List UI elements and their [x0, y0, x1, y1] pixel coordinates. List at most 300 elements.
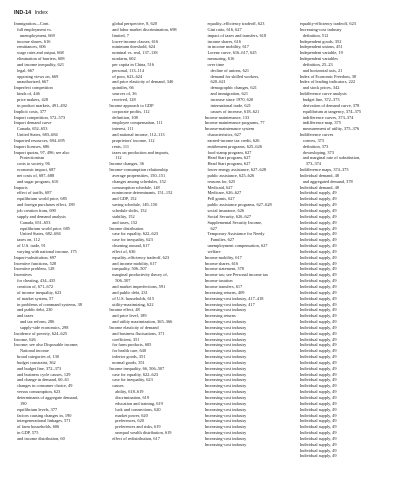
index-subentry: and income mobility, 617 [112, 260, 157, 266]
index-subentry: effect of redistribution, 617 [112, 435, 160, 441]
index-subentry: definition, 108 [112, 114, 138, 120]
index-subentry: received, 128 [112, 96, 136, 102]
index-entry: equality-efficiency tradeoff, 623 [299, 21, 356, 26]
index-subentry: income shares, 616 [17, 38, 51, 44]
index-subentry: effect of, 636 [112, 248, 136, 254]
index-entry: Income maintenance programs, 77 [204, 120, 265, 126]
index-subentry: Medicare, 626–627 [207, 190, 242, 196]
index-entry: Individual supply, 49 [299, 377, 337, 383]
index-subentry: stability, 152 [112, 213, 135, 219]
index-subentry: indifference map, 375 [302, 120, 341, 126]
index-subentry: and aggregated demand, 378 [302, 178, 353, 184]
index-subentry: indifference curves, 373–374 [302, 114, 354, 120]
index-subentry: demand for skilled workers, [210, 73, 260, 79]
index-entry: Import competition, 572–573 [14, 114, 66, 120]
index-subentry: demographic changes, 621 [210, 85, 257, 91]
index-entry: Individual supply, 49 [299, 295, 337, 301]
index-subentry: average propensities, 150–151 [112, 172, 166, 178]
index-subentry: Temporary Assistance for Needy [207, 231, 265, 237]
index-entry: Increasing-cost industry [204, 406, 247, 412]
index-entry: Income distribution [109, 225, 144, 231]
index-subentry: over time [207, 61, 225, 67]
index-subentry: definition, 25–23 [302, 61, 333, 67]
index-subentry: and marginal rate of substitution, [302, 155, 361, 161]
index-subentry: unemployment compensation, 627 [207, 243, 268, 249]
index-entry: Income mobility, 617 [204, 254, 242, 260]
index-entry: Increasing-cost industry, 417–418 [204, 295, 264, 301]
index-subentry: global perspective, 8, 620 [112, 21, 158, 26]
index-entry: Indifference curve analysis [299, 91, 347, 97]
index-entry: Imperfect competition [14, 85, 53, 91]
index-subentry: for farm products, 605 [112, 342, 152, 348]
index-entry: Income inequality, 66, 506–507 [109, 365, 165, 371]
index-subentry: and market imperfections, 591 [112, 283, 166, 289]
index-subentry: saving schedule, 149–150 [112, 202, 158, 208]
index-subentry: decline of unions, 621 [210, 67, 250, 73]
index-subentry: social insurance, 626 [207, 208, 245, 213]
index-entry: Increasing-cost industry [204, 424, 247, 430]
index-subentry: for cheating, 434–435 [17, 278, 56, 284]
index-entry: Individual supply, 49 [299, 348, 337, 354]
index-subentry: United States, 682–684 [20, 231, 61, 237]
index-subentry: and GDP, 152 [112, 196, 137, 202]
index-entry: Increasing-cost industry [204, 365, 247, 371]
index-subentry: creation of, 671–672 [17, 283, 54, 289]
index-subentry: downsloping, 373 [302, 149, 334, 155]
index-subentry: and change in demand, 60–61 [17, 377, 69, 383]
index-subentry: preferences, 620 [115, 418, 144, 424]
index-subentry: preferences and risks, 619 [115, 424, 161, 430]
index-entry: Individual supply, 49 [299, 219, 337, 225]
index-entry: Indifference maps, 374–375 [299, 167, 349, 173]
index-entry: Individual supply, 49 [299, 330, 337, 336]
index-subentry: reasons for, 625 [207, 178, 236, 184]
index-subentry: full employment vs. [17, 26, 52, 32]
index-subentry: lower-income classes, 616 [112, 38, 159, 44]
index-subentry: equality–efficiency tradeoff, 623 [112, 254, 170, 260]
index-subentry: supply and demand analysis [17, 213, 66, 219]
index-subentry: and taxes, 152 [112, 219, 138, 225]
index-entry: Increasing-cost industry [204, 342, 247, 348]
index-entry: Individual supply, 49 [299, 237, 337, 243]
index-entry: Implicit costs, 377 [14, 108, 47, 114]
index-entry: Increasing-cost industry [204, 319, 247, 325]
index-subentry: inferior goods, 351 [112, 354, 146, 360]
index-entry: Individual supply, 49 [299, 301, 337, 307]
index-subentry: equilibrium world price, 685 [17, 196, 67, 202]
index-entry: Independent variable, 19 [299, 50, 343, 56]
index-subentry: in product markets, 491–492 [17, 102, 67, 108]
index-subentry: increase since 1970, 620 [210, 96, 254, 102]
index-entry: Increasing-cost industry [204, 348, 247, 354]
index-subentry: causes of increase, 618–621 [210, 108, 260, 114]
index-subentry: market power, 620 [115, 412, 148, 418]
index-entry: Individual supply, 49 [299, 418, 337, 424]
index-subentry: Supplemental Security Income, [207, 219, 263, 225]
index-subentry: limited, 7 [112, 32, 129, 38]
index-entry: Increasing-cost industry [204, 383, 247, 389]
index-subentry: measuring, 616 [207, 56, 235, 62]
index-subentry: and income inequality, 621 [17, 61, 65, 67]
index-entry: Incentives [14, 272, 32, 278]
index-entry: Individual supply, 49 [299, 283, 337, 289]
index-column-2 [109, 21, 204, 473]
index-entry: Increasing-cost industry [204, 395, 247, 400]
index-entry: Import demand curve [14, 120, 52, 126]
index-subentry: food stamp program, 627 [207, 149, 252, 155]
index-subentry: public assistance, 625–626 [207, 172, 255, 178]
index-subentry: per capita in China, 516 [112, 61, 154, 67]
index-subentry: Lorenz curve, 616–617, 625 [207, 50, 257, 56]
index-subentry: and utility maximization, 365–366 [112, 319, 173, 325]
index-subentry: minimum threshold, 624 [112, 44, 156, 50]
index-subentry: Pell grants, 627 [207, 196, 235, 202]
index-entry: Increasing-cost industry [204, 435, 247, 441]
index-entry: Increasing-cost industry [204, 359, 247, 365]
index-subentry: and tax reform, 286 [20, 319, 55, 325]
index-columns [14, 21, 395, 473]
index-subentry: and public debt, 230 [17, 307, 53, 313]
index-subentry: in problems of command systems, 38 [17, 301, 82, 307]
index-subentry: international trade, 621 [210, 102, 251, 108]
index-subentry: lower energy assistance, 627–628 [207, 167, 267, 173]
index-entry: Individual supply, 49 [299, 336, 337, 342]
index-subentry: measurement of utility, 375–376 [302, 126, 360, 132]
index-entry: Income approach to GDP [109, 102, 154, 108]
index-subentry: derivation of demand curve, 378 [302, 102, 360, 108]
index-entry: Individual supply, 49 [299, 453, 337, 459]
index-entry: Income changes, 36 [109, 161, 144, 167]
index-subentry: legal, 667 [17, 67, 35, 73]
index-entry: Individual supply, 49 [299, 254, 337, 260]
index-subentry: in GDP, 575 [17, 430, 39, 436]
index-entry: Individual supply, 49 [299, 190, 337, 196]
index-subentry: proprietors' income, 112 [112, 137, 155, 143]
index-subentry: nominal vs. real, 137–138 [112, 50, 158, 56]
index-entry: Individual supply, 49 [299, 354, 337, 360]
index-subentry: changes among schedules, 152 [112, 178, 166, 184]
index-entry: Income; see also Disposable income; [14, 342, 79, 348]
index-subentry: taxes on production and imports, [112, 149, 170, 155]
index-subentry: changes in consumer choice, 49 [17, 383, 73, 389]
index-subentry: of income inequality, 623 [17, 289, 62, 295]
index-entry: Individual supply, 49 [299, 441, 337, 447]
index-subentry: churning around, 617 [112, 243, 150, 249]
index-entry: Incidence of poverty, 624–625 [14, 330, 68, 336]
index-subentry: unequal wealth distribution, 619 [115, 430, 172, 436]
index-subentry: Social Security, 626–627 [207, 213, 252, 219]
index-entry: Income transfers, 617 [204, 283, 243, 289]
index-entry: Individual supply, 49 [299, 243, 337, 249]
index-subentry: employee compensation, 111 [112, 120, 163, 126]
index-subentry: unauthorized, 667 [17, 79, 49, 85]
index-entry: Individual supply, 49 [299, 319, 337, 325]
index-entry: Independent variables [299, 56, 338, 62]
index-subentry: remittances, 606 [17, 44, 46, 50]
index-subentry: and taxes [17, 313, 34, 319]
index-subentry: factors causing changes in, 190 [17, 412, 72, 418]
index-subentry: taxes on, 112 [17, 237, 40, 243]
index-entry: Indifference curves [299, 132, 334, 138]
index-subentry: consumption schedule, 148 [112, 184, 160, 190]
index-subentry: wage rates and output, 668 [17, 50, 64, 56]
index-entry: Individual supply, 49 [299, 289, 337, 295]
index-subentry: varying with national income, 175 [17, 248, 77, 254]
index-entry: Individual supply, 49 [299, 196, 337, 202]
index-subentry: of poor, 623–624 [112, 73, 143, 79]
index-subentry: budget constraint, 362 [17, 359, 56, 365]
index-entry: Income statement, 378 [204, 266, 244, 272]
index-subentry: net costs of, 687–688 [17, 172, 55, 178]
index-entry: Individual supply, 49 [299, 447, 337, 453]
index-subentry: and foreign purchases effect, 189 [17, 202, 75, 208]
index-entry: Income elasticity of demand [109, 324, 159, 330]
index-entry: Income effect, 48 [109, 307, 140, 313]
index-entry: Independent goods, 352 [299, 38, 342, 44]
index-subentry: versus consumption, 623 [17, 389, 61, 395]
index-entry: Increasing-cost industry [204, 441, 247, 447]
index-entry: Increasing-cost industry [204, 324, 247, 330]
section-title: Index [34, 10, 48, 16]
index-subentry: for health care, 640 [112, 348, 147, 354]
index-subentry: supply-side economics, 298 [20, 324, 69, 330]
index-entry: Individual supply, 49 [299, 406, 337, 412]
index-subentry: Canada, 651–653 [20, 219, 51, 225]
index-entry: Individual supply, 49 [299, 395, 337, 400]
index-subentry: utility-maximizing, 622 [112, 301, 154, 307]
index-entry: Individual supply, 49 [299, 208, 337, 213]
index-subentry: nonincome determinants, 151–152 [112, 190, 173, 196]
index-entry: Index of Economic Freedom, 38 [299, 73, 357, 79]
index-entry: Individual demand, 48 [299, 184, 339, 190]
index-entry: Individual supply, 49 [299, 324, 337, 330]
running-header [14, 7, 393, 19]
index-subentry: and income distribution, 60 [17, 435, 65, 441]
index-subentry: quintiles, 66 [112, 85, 134, 91]
index-entry: Individual supply, 49 [299, 400, 337, 406]
index-subentry: case for equality, 622–623 [112, 231, 159, 237]
index-entry: Income tax; see Personal income tax [204, 272, 269, 278]
index-subentry: nonfarm, 602 [112, 56, 136, 62]
index-entry: Individual supply, 49 [299, 272, 337, 278]
index-subentry: unemployment, 669 [20, 32, 55, 38]
index-subentry: determinants of aggregate demand, [17, 395, 79, 400]
index-subentry: and business fluctuations, 371 [112, 330, 165, 336]
index-entry: Imports [14, 184, 28, 190]
index-subentry: of market system, 57 [17, 295, 54, 301]
index-entry: Increasing-cost industry, 417 [204, 301, 255, 307]
index-entry: Increasing-cost industry [204, 418, 247, 424]
index-column-4 [300, 21, 395, 473]
index-entry: Increasing-cost industry [204, 307, 247, 313]
index-subentry: and stock prices, 342 [302, 85, 340, 91]
index-subentry: 190 [20, 400, 27, 406]
index-entry: Import quotas, 97, 496; see also [14, 149, 70, 155]
index-subentry: kinds of, 446 [17, 91, 40, 97]
index-entry: Individual supply, 49 [299, 365, 337, 371]
index-subentry: of farm households, 606 [17, 424, 60, 430]
index-subentry: 506–507 [115, 278, 131, 284]
index-entry: Individual supply, 49 [299, 307, 337, 313]
index-entry: Increasing-cost industry [204, 371, 247, 377]
index-subentry: education and training, 619 [115, 400, 163, 406]
index-entry: Income shares, 616 [204, 260, 239, 266]
index-subentry: equilibrium levels, 377 [17, 406, 58, 412]
index-entry: Incentive problem, 128 [14, 266, 55, 272]
index-subentry: inequality, 506–507 [112, 266, 147, 272]
index-subentry: interest, 111 [112, 126, 134, 132]
index-subentry: Canada, 652–653 [17, 126, 48, 132]
index-subentry: coefficient, 351 [112, 336, 140, 342]
index-entry: Imported resources, 694–695 [14, 137, 65, 143]
index-entry: Increasing-cost industry [204, 354, 247, 360]
index-entry: Increasing-cost industry [204, 336, 247, 342]
index-subentry: entitlement programs, 625–626 [207, 143, 262, 149]
index-subentry: and horizontal axis, 21 [302, 67, 343, 73]
index-entry: Increasing-cost industry [204, 377, 247, 383]
index-entry: Increasing returns, 409 [204, 289, 245, 295]
index-subentry: and price level, 189 [112, 313, 147, 319]
index-subentry: case for equality, 622–623 [112, 371, 159, 377]
index-column-1 [14, 21, 109, 473]
index-subentry: discrimination, 619 [115, 395, 150, 400]
index-subentry: 627 [210, 225, 218, 231]
index-subentry: convex, 373 [302, 137, 324, 143]
index-subentry: effect of tariffs, 687 [17, 190, 52, 196]
index-subentry: in income mobility, 617 [207, 44, 249, 50]
index-subentry: and immigration, 621 [210, 91, 249, 97]
index-subentry: and price elasticity of demand, 346 [112, 79, 174, 85]
index-subentry: of U.S. households, 615 [112, 295, 154, 301]
index-subentry: 112 [115, 155, 122, 161]
index-entry: Individual supply, 49 [299, 202, 337, 208]
index-subentry: and national income, 112–113 [112, 132, 165, 138]
index-subentry: case for inequality, 623 [112, 377, 153, 383]
index-subentry: intergenerational linkages, 571 [17, 418, 71, 424]
index-subentry: price makers, 428 [17, 96, 48, 102]
index-subentry: impact of taxes and transfers, 618 [207, 32, 267, 38]
index-entry: Immigration—Cont. [14, 21, 50, 26]
index-subentry: 620–621 [210, 79, 226, 85]
index-entry: Income maintenance, 133 [204, 114, 250, 120]
index-entry: Individual supply, 49 [299, 424, 337, 430]
index-subentry: 373–374 [305, 161, 321, 167]
index-entry: Incentive functions, 528 [14, 260, 57, 266]
index-subentry: costs to society, 96 [17, 161, 50, 167]
index-subentry: corporate profits, 112 [112, 108, 150, 114]
page-number: IND-14 [14, 10, 32, 16]
index-entry: Increasing-cost industry [204, 430, 247, 436]
index-subentry: and business cycle causes, 129 [17, 371, 71, 377]
index-subentry: earned-income tax credit, 626 [207, 137, 260, 143]
index-subentry: welfare [207, 248, 221, 254]
index-subentry: economic impact, 687 [17, 167, 56, 173]
index-entry: Individual supply, 49 [299, 412, 337, 418]
index-subentry: case for inequality, 623 [112, 237, 153, 243]
index-entry: Import licenses, 686 [14, 143, 50, 149]
index-subentry: elimination of barriers, 608 [17, 56, 65, 62]
index-entry: Import-substitution, 697 [14, 254, 57, 260]
index-entry: Independent unions, 451 [299, 44, 343, 50]
index-entry: Increasing-cost industry [299, 26, 342, 32]
index-entry: Individual supply, 49 [299, 359, 337, 365]
index-entry: Individual supply, 49 [299, 231, 337, 237]
index-subentry: Families, 627 [210, 237, 235, 243]
index-entry: Increasing-cost industry [204, 400, 247, 406]
index-entry: Individual supply, 49 [299, 342, 337, 348]
index-subentry: normal goods, 351 [112, 359, 145, 365]
index-subentry: Medicaid, 627 [207, 184, 233, 190]
index-subentry: and labor market discrimination, 698 [112, 26, 177, 32]
index-subentry: and public debt, 231 [112, 289, 148, 295]
index-subentry: Head Start program, 627 [207, 161, 251, 167]
index-subentry: luck and connections, 620 [115, 406, 161, 412]
index-subentry: Gini ratio, 616, 627 [207, 26, 242, 32]
index-entry: Index of leading indicators, 222 [299, 79, 356, 85]
index-column-3 [205, 21, 300, 473]
index-subentry: equilibrium world price, 685 [20, 225, 70, 231]
index-entry: Individual supply, 49 [299, 225, 337, 231]
index-entry: Individual demand, 48 [299, 172, 339, 178]
index-subentry: rents, 111 [112, 143, 130, 149]
index-entry: Increasing-cost industry [204, 330, 247, 336]
index-entry: Income, 626 [14, 336, 36, 342]
index-subentry: Protectionism [20, 155, 45, 161]
index-entry: Income-maintenance system [204, 126, 255, 132]
index-entry: Individual supply, 49 [299, 371, 337, 377]
index-subentry: income shares, 616 [207, 38, 241, 44]
index-subentry: personal, 113–114 [112, 67, 145, 73]
index-subentry: schedule shifts, 152 [112, 208, 147, 213]
index-subentry: National income [20, 348, 49, 354]
index-subentry: opposing views on, 669 [17, 73, 59, 79]
index-subentry: United States, 683–684 [17, 132, 58, 138]
index-entry: Individual supply, 49 [299, 389, 337, 395]
index-entry: Individual supply, 49 [299, 430, 337, 436]
index-entry: Income taxation [204, 278, 233, 284]
index-subentry: and sugar program, 610 [17, 178, 59, 184]
index-subentry: marginal productivity theory of, [112, 272, 168, 278]
index-subentry: definition, 512 [302, 32, 329, 38]
index-subentry: and budget line, 372–373 [17, 365, 62, 371]
index-subentry: broad categories of, 130 [17, 354, 59, 360]
index-subentry: budget line, 372–373 [302, 96, 340, 102]
index-entry: Individual supply, 49 [299, 278, 337, 284]
index-entry: Income-consumption relationship [109, 167, 168, 173]
index-entry: Individual supply, 49 [299, 260, 337, 266]
index-subentry: equilibrium at tangency, 374–375 [302, 108, 362, 114]
index-entry: Individual supply, 49 [299, 266, 337, 272]
index-subentry: job creation from, 690 [17, 208, 56, 213]
index-entry: Increasing-cost industry [204, 412, 247, 418]
index-subentry: Head Start program, 627 [207, 155, 251, 161]
index-subentry: characteristics, 627 [207, 132, 242, 138]
index-subentry: ability, 618–619 [115, 389, 144, 395]
index-subentry: causes [112, 383, 124, 389]
index-subentry: equality–efficiency tradeoff, 623 [207, 21, 265, 26]
index-entry: Increasing-cost industry [204, 389, 247, 395]
index-entry: Individual supply, 49 [299, 313, 337, 319]
index-entry: Individual supply, 49 [299, 383, 337, 389]
index-entry: Increasing returns [204, 313, 236, 319]
index-entry: Individual supply, 49 [299, 248, 337, 254]
index-subentry: of U.S. trade, 91 [17, 243, 46, 249]
index-subentry: public assistance programs, 627–628 [207, 202, 272, 208]
index-subentry: definition, 373 [302, 143, 329, 149]
index-subentry: sources of, 36 [112, 91, 137, 97]
index-entry: Individual supply, 49 [299, 435, 337, 441]
index-entry: Individual supply, 49 [299, 213, 337, 219]
